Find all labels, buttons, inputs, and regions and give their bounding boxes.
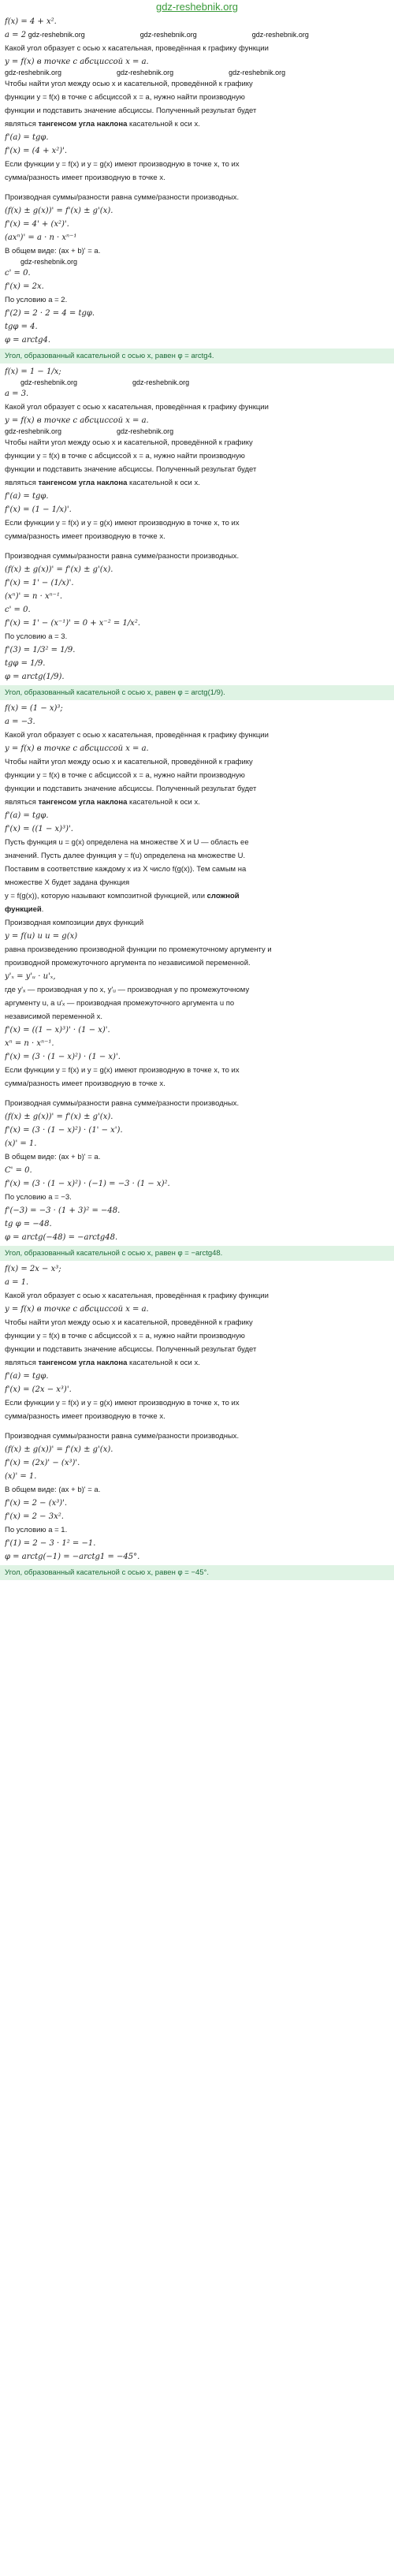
method-text: функции и подставить значение абсциссы. Полученный результат будет <box>5 106 257 115</box>
rule-text: Если функции y = f(x) и y = g(x) имеют производную в точке x, то их <box>5 519 240 528</box>
rule-text: Если функции y = f(x) и y = g(x) имеют производную в точке x, то их <box>5 160 240 169</box>
solution-step: tgφ = 4. <box>5 322 38 331</box>
given-function: f(x) = (1 − x)³; <box>5 704 63 713</box>
solution-step: (axⁿ)' = a · n · xⁿ⁻¹ <box>5 233 77 242</box>
solution-step: f'(3) = 1/3² = 1/9. <box>5 646 76 654</box>
solution-step: tg φ = −48. <box>5 1220 52 1228</box>
given-point: a = 3. <box>5 390 29 398</box>
answer-banner: Угол, образованный касательной с осью x, равен φ = −45°. <box>0 1565 394 1580</box>
given-point: a = 2 <box>5 31 27 39</box>
method-text: Чтобы найти угол между осью x и касательной, проведённой к графику <box>5 1318 253 1327</box>
solution-step: f'(x) = 4' + (x²)'. <box>5 220 69 229</box>
method-text: Чтобы найти угол между осью x и касательной, проведённой к графику <box>5 758 253 766</box>
composition-text: Производная композиции двух функций <box>5 919 144 927</box>
composition-text: независимой переменной x. <box>5 1012 103 1021</box>
solution-step: φ = arctg4. <box>5 336 51 345</box>
watermark: gdz-reshebnik.org gdz-reshebnik.org <box>20 378 190 386</box>
solution-step: (f(x) ± g(x))' = f'(x) ± g'(x). <box>5 1113 113 1121</box>
solution-step: По условию a = −3. <box>5 1193 72 1202</box>
solution-step: c' = 0. <box>5 606 31 614</box>
solution-step: f'(x) = (3 · (1 − x)²) · (1 − x)'. <box>5 1053 121 1061</box>
solution-step: f'(x) = (2x)' − (x³)'. <box>5 1459 80 1467</box>
composition-text: y = f(u) и u = g(x) <box>5 932 78 941</box>
solution-step: f'(a) = tgφ. <box>5 133 49 142</box>
solution-step: c' = 0. <box>5 269 31 278</box>
solution-step: f'(x) = 1' − (1/x)'. <box>5 579 74 587</box>
solution-step: f'(x) = (2x − x³)'. <box>5 1385 72 1394</box>
composition-text: аргументу u, а u'ₓ — производная промежуточного аргумента u по <box>5 999 235 1008</box>
composition-text: y'ₓ = y'ᵤ · u'ₓ, <box>5 972 56 981</box>
answer-banner: Угол, образованный касательной с осью x, равен φ = arctg4. <box>0 349 394 363</box>
given-point: a = 1. <box>5 1278 29 1287</box>
solution-step: φ = arctg(1/9). <box>5 673 65 681</box>
rule-text: Производная суммы/разности равна сумме/разности производных. <box>5 1099 240 1108</box>
method-text: являться тангенсом угла наклона касательной к оси x. <box>5 1359 200 1367</box>
composition-text: равна произведению производной функции по промежуточному аргументу и <box>5 945 272 954</box>
solution-step: В общем виде: (ax + b)' = a. <box>5 1486 101 1494</box>
method-text: являться тангенсом угла наклона касательной к оси x. <box>5 120 200 129</box>
method-text: функции и подставить значение абсциссы. Полученный результат будет <box>5 785 257 793</box>
solution-step: f'(x) = ((1 − x)³)' · (1 − x)'. <box>5 1026 110 1035</box>
watermark: gdz-reshebnik.org <box>20 258 78 266</box>
solution-step: По условию a = 3. <box>5 632 68 641</box>
composition-text: множестве X будет задана функция <box>5 878 130 887</box>
method-text: функции и подставить значение абсциссы. Полученный результат будет <box>5 1345 257 1354</box>
watermark: gdz-reshebnik.org gdz-reshebnik.org gdz-reshebnik.org <box>28 31 309 39</box>
rule-text: сумма/разность имеет производную в точке x. <box>5 1079 165 1088</box>
given-point: a = −3. <box>5 718 35 726</box>
method-text: функции и подставить значение абсциссы. Полученный результат будет <box>5 465 257 474</box>
solution-step: xⁿ = n · xⁿ⁻¹. <box>5 1039 54 1048</box>
solution-step: f'(1) = 2 − 3 · 1² = −1. <box>5 1539 96 1548</box>
rule-text: сумма/разность имеет производную в точке x. <box>5 532 165 541</box>
rule-text: Производная суммы/разности равна сумме/разности производных. <box>5 1432 240 1441</box>
solution-step: f'(a) = tgφ. <box>5 811 49 820</box>
question-text: y = f(x) в точке с абсциссой x = a. <box>5 1305 149 1314</box>
solution-step: f'(a) = tgφ. <box>5 492 49 501</box>
question-text: y = f(x) в точке с абсциссой x = a. <box>5 416 149 425</box>
watermark: gdz-reshebnik.org gdz-reshebnik.org gdz-reshebnik.org <box>5 69 286 76</box>
solution-step: (xⁿ)' = n · xⁿ⁻¹. <box>5 592 63 601</box>
solution-content <box>0 15 394 1580</box>
solution-step: f'(2) = 2 · 2 = 4 = tgφ. <box>5 309 95 318</box>
composition-text: производной промежуточного аргумента по независимой переменной. <box>5 959 251 967</box>
composition-text: функцией. <box>5 905 44 914</box>
composition-text: значений. Пусть далее функция y = f(u) определена на множестве U. <box>5 852 246 860</box>
solution-step: (x)' = 1. <box>5 1472 37 1481</box>
question-text: y = f(x) в точке с абсциссой x = a. <box>5 744 149 753</box>
answer-banner: Угол, образованный касательной с осью x, равен φ = arctg(1/9). <box>0 685 394 700</box>
rule-text: Производная суммы/разности равна сумме/разности производных. <box>5 193 240 202</box>
solution-step: f'(x) = 1' − (x⁻¹)' = 0 + x⁻² = 1/x². <box>5 619 141 628</box>
solution-step: tgφ = 1/9. <box>5 659 46 668</box>
solution-step: φ = arctg(−48) = −arctg48. <box>5 1233 118 1242</box>
solution-step: По условию a = 2. <box>5 296 68 304</box>
solution-step: f'(x) = 2x. <box>5 282 44 291</box>
solution-step: f'(x) = ((1 − x)³)'. <box>5 825 73 833</box>
rule-text: сумма/разность имеет производную в точке x. <box>5 1412 165 1421</box>
method-text: Чтобы найти угол между осью x и касательной, проведённой к графику <box>5 80 253 88</box>
method-text: функции y = f(x) в точке с абсциссой x = a, нужно найти производную <box>5 452 245 460</box>
answer-banner: Угол, образованный касательной с осью x, равен φ = −arctg48. <box>0 1246 394 1261</box>
solution-step: В общем виде: (ax + b)' = a. <box>5 247 101 255</box>
solution-step: В общем виде: (ax + b)' = a. <box>5 1153 101 1161</box>
question-text: Какой угол образует с осью x касательная, проведённая к графику функции <box>5 403 269 412</box>
solution-step: f'(a) = tgφ. <box>5 1372 49 1381</box>
rule-text: Производная суммы/разности равна сумме/разности производных. <box>5 552 240 561</box>
method-text: являться тангенсом угла наклона касательной к оси x. <box>5 798 200 807</box>
method-text: являться тангенсом угла наклона касательной к оси x. <box>5 479 200 487</box>
solution-step: φ = arctg(−1) = −arctg1 = −45°. <box>5 1553 140 1561</box>
composition-text: Пусть функция u = g(x) определена на множестве X и U — область ее <box>5 838 249 847</box>
site-header-link[interactable]: gdz-reshebnik.org <box>155 1 239 13</box>
solution-step: (f(x) ± g(x))' = f'(x) ± g'(x). <box>5 1445 113 1454</box>
solution-step: (f(x) ± g(x))' = f'(x) ± g'(x). <box>5 207 113 215</box>
solution-step: f'(x) = (4 + x²)'. <box>5 147 68 155</box>
solution-step: (f(x) ± g(x))' = f'(x) ± g'(x). <box>5 565 113 574</box>
given-function: f(x) = 2x − x³; <box>5 1265 61 1273</box>
composition-text: где y'ₓ — производная y по x, y'ᵤ — производная y по промежуточному <box>5 986 250 994</box>
solution-step: f'(x) = (3 · (1 − x)²) · (−1) = −3 · (1 − x)². <box>5 1180 170 1188</box>
method-text: Чтобы найти угол между осью x и касательной, проведённой к графику <box>5 438 253 447</box>
question-text: Какой угол образует с осью x касательная, проведённая к графику функции <box>5 44 269 53</box>
composition-text: Поставим в соответствие каждому x из X число f(g(x)). Тем самым на <box>5 865 247 874</box>
method-text: функции y = f(x) в точке с абсциссой x = a, нужно найти производную <box>5 771 245 780</box>
composition-text: y = f(g(x)), которую называют композитной функцией, или сложной <box>5 892 240 900</box>
given-function: f(x) = 4 + x². <box>5 17 57 26</box>
given-function: f(x) = 1 − 1/x; <box>5 367 61 376</box>
method-text: функции y = f(x) в точке с абсциссой x = a, нужно найти производную <box>5 93 245 102</box>
method-text: функции y = f(x) в точке с абсциссой x = a, нужно найти производную <box>5 1332 245 1340</box>
rule-text: сумма/разность имеет производную в точке x. <box>5 173 165 182</box>
rule-text: Если функции y = f(x) и y = g(x) имеют производную в точке x, то их <box>5 1399 240 1407</box>
rule-text: Если функции y = f(x) и y = g(x) имеют производную в точке x, то их <box>5 1066 240 1075</box>
solution-step: f'(x) = 2 − (x³)'. <box>5 1499 68 1508</box>
question-text: Какой угол образует с осью x касательная, проведённая к графику функции <box>5 1292 269 1300</box>
watermark: gdz-reshebnik.org gdz-reshebnik.org <box>5 427 174 435</box>
solution-step: f'(x) = (1 − 1/x)'. <box>5 505 72 514</box>
question-text: y = f(x) в точке с абсциссой x = a. <box>5 58 149 66</box>
solution-step: C' = 0. <box>5 1166 32 1175</box>
solution-step: f'(−3) = −3 · (1 + 3)² = −48. <box>5 1206 121 1215</box>
solution-step: (x)' = 1. <box>5 1139 37 1148</box>
solution-step: f'(x) = (3 · (1 − x)²) · (1' − x'). <box>5 1126 123 1135</box>
solution-step: f'(x) = 2 − 3x². <box>5 1512 64 1521</box>
question-text: Какой угол образует с осью x касательная, проведённая к графику функции <box>5 731 269 740</box>
solution-step: По условию a = 1. <box>5 1526 68 1534</box>
